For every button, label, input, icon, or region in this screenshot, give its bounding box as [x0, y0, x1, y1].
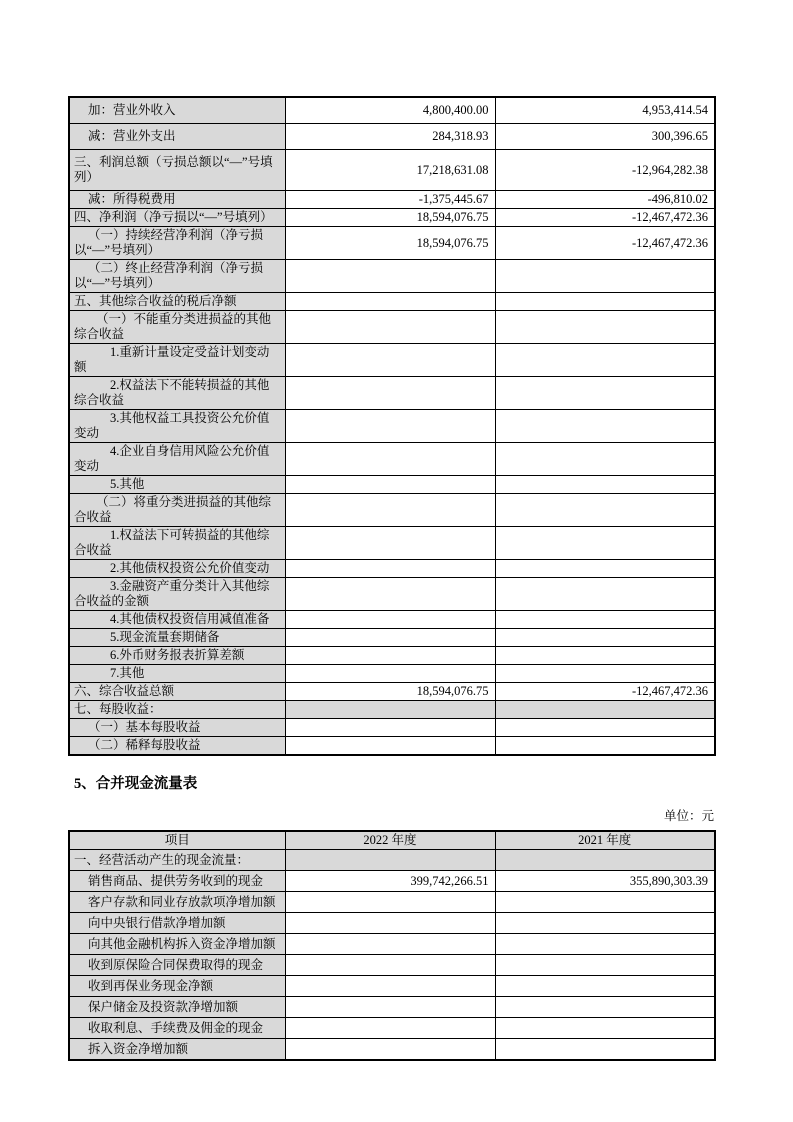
table-row [69, 850, 715, 871]
value-2021 [495, 1018, 715, 1039]
value-2022: 4,800,400.00 [285, 97, 495, 124]
item-label: （一）基本每股收益 [69, 719, 285, 737]
header-year-2022: 2022 年度 [285, 831, 495, 850]
value-2022: 17,218,631.08 [285, 150, 495, 191]
value-2022: 18,594,076.75 [285, 209, 495, 227]
value-2022 [285, 1018, 495, 1039]
value-2021 [495, 955, 715, 976]
value-2022 [285, 410, 495, 443]
value-2022 [285, 1039, 495, 1061]
header-year-2021: 2021 年度 [495, 831, 715, 850]
table-row [69, 871, 715, 892]
table-row [69, 913, 715, 934]
value-2021: -12,467,472.36 [495, 209, 715, 227]
value-2021 [495, 527, 715, 560]
value-2022: 284,318.93 [285, 124, 495, 150]
value-2021 [495, 719, 715, 737]
item-label: 四、净利润（净亏损以“—”号填列） [69, 209, 285, 227]
value-2022 [285, 260, 495, 293]
value-2021 [495, 293, 715, 311]
table-row [69, 1018, 715, 1039]
income-statement-table [68, 96, 716, 756]
item-label: 2.其他债权投资公允价值变动 [69, 560, 285, 578]
table-row [69, 737, 715, 756]
header-row [69, 831, 715, 850]
value-2022 [285, 443, 495, 476]
item-label: 向中央银行借款净增加额 [69, 913, 285, 934]
item-label: 1.权益法下可转损益的其他综合收益 [69, 527, 285, 560]
table-row [69, 683, 715, 701]
value-2022 [285, 611, 495, 629]
value-2022 [285, 377, 495, 410]
table-row [69, 997, 715, 1018]
value-2022 [285, 311, 495, 344]
table-row [69, 955, 715, 976]
value-2021 [495, 476, 715, 494]
value-2021 [495, 560, 715, 578]
item-label: 客户存款和同业存放款项净增加额 [69, 892, 285, 913]
item-label: 一、经营活动产生的现金流量： [69, 850, 285, 871]
value-2022 [285, 719, 495, 737]
value-2021 [495, 1039, 715, 1061]
table-row [69, 976, 715, 997]
value-2022 [285, 997, 495, 1018]
table-row [69, 494, 715, 527]
item-label: 三、利润总额（亏损总额以“—”号填列） [69, 150, 285, 191]
item-label: （二）稀释每股收益 [69, 737, 285, 756]
value-2021 [495, 311, 715, 344]
value-2021 [495, 377, 715, 410]
value-2022 [285, 578, 495, 611]
item-label: 减：所得税费用 [69, 191, 285, 209]
item-label: （二）终止经营净利润（净亏损以“—”号填列） [69, 260, 285, 293]
table-row [69, 476, 715, 494]
value-2021 [495, 410, 715, 443]
value-2021 [495, 892, 715, 913]
item-label: 五、其他综合收益的税后净额 [69, 293, 285, 311]
value-2021: 300,396.65 [495, 124, 715, 150]
value-2021 [495, 629, 715, 647]
value-2022 [285, 665, 495, 683]
item-label: 向其他金融机构拆入资金净增加额 [69, 934, 285, 955]
table-row [69, 344, 715, 377]
value-2021 [495, 997, 715, 1018]
table-row [69, 1039, 715, 1061]
value-2021: 355,890,303.39 [495, 871, 715, 892]
item-label: （二）将重分类进损益的其他综合收益 [69, 494, 285, 527]
value-2021 [495, 737, 715, 756]
item-label: 收到再保业务现金净额 [69, 976, 285, 997]
table-row [69, 527, 715, 560]
value-2022: 18,594,076.75 [285, 227, 495, 260]
value-2021 [495, 494, 715, 527]
cash-flow-table [68, 830, 716, 1061]
item-label: 6.外币财务报表折算差额 [69, 647, 285, 665]
section-heading: 5、合并现金流量表 [74, 776, 198, 792]
value-2022: 18,594,076.75 [285, 683, 495, 701]
value-2022 [285, 527, 495, 560]
value-2022 [285, 913, 495, 934]
table-row [69, 647, 715, 665]
table-row [69, 97, 715, 124]
item-label: 收取利息、手续费及佣金的现金 [69, 1018, 285, 1039]
item-label: 加：营业外收入 [69, 97, 285, 124]
value-2021: 4,953,414.54 [495, 97, 715, 124]
header-item: 项目 [69, 831, 285, 850]
value-2022 [285, 560, 495, 578]
value-2022 [285, 647, 495, 665]
item-label: 4.其他债权投资信用减值准备 [69, 611, 285, 629]
value-2021: -496,810.02 [495, 191, 715, 209]
value-2022 [285, 293, 495, 311]
value-2022 [285, 476, 495, 494]
item-label: 5.其他 [69, 476, 285, 494]
table-row [69, 124, 715, 150]
table-row [69, 260, 715, 293]
item-label: 2.权益法下不能转损益的其他综合收益 [69, 377, 285, 410]
value-2021: -12,964,282.38 [495, 150, 715, 191]
value-2021 [495, 850, 715, 871]
item-label: 减：营业外支出 [69, 124, 285, 150]
table-row [69, 719, 715, 737]
value-2022: 399,742,266.51 [285, 871, 495, 892]
value-2022 [285, 629, 495, 647]
value-2022: -1,375,445.67 [285, 191, 495, 209]
value-2022 [285, 701, 495, 719]
value-2021 [495, 443, 715, 476]
table-row [69, 443, 715, 476]
table-row [69, 665, 715, 683]
item-label: 4.企业自身信用风险公允价值变动 [69, 443, 285, 476]
value-2021 [495, 647, 715, 665]
item-label: 5.现金流量套期储备 [69, 629, 285, 647]
value-2022 [285, 955, 495, 976]
value-2021 [495, 913, 715, 934]
value-2021: -12,467,472.36 [495, 683, 715, 701]
item-label: 7.其他 [69, 665, 285, 683]
table-row [69, 311, 715, 344]
value-2022 [285, 344, 495, 377]
value-2022 [285, 737, 495, 756]
table-row [69, 560, 715, 578]
item-label: （一）持续经营净利润（净亏损以“—”号填列） [69, 227, 285, 260]
value-2022 [285, 494, 495, 527]
table-row [69, 578, 715, 611]
table-row [69, 377, 715, 410]
table-row [69, 191, 715, 209]
table-row [69, 892, 715, 913]
value-2021 [495, 344, 715, 377]
value-2022 [285, 934, 495, 955]
value-2022 [285, 976, 495, 997]
table-row [69, 629, 715, 647]
value-2021 [495, 934, 715, 955]
item-label: 销售商品、提供劳务收到的现金 [69, 871, 285, 892]
value-2021 [495, 260, 715, 293]
value-2021 [495, 976, 715, 997]
item-label: 收到原保险合同保费取得的现金 [69, 955, 285, 976]
item-label: （一）不能重分类进损益的其他综合收益 [69, 311, 285, 344]
value-2021 [495, 578, 715, 611]
table-row [69, 293, 715, 311]
item-label: 3.其他权益工具投资公允价值变动 [69, 410, 285, 443]
table-row [69, 209, 715, 227]
unit-label: 单位：元 [663, 809, 714, 823]
item-label: 七、每股收益： [69, 701, 285, 719]
page [68, 96, 714, 1061]
value-2022 [285, 850, 495, 871]
table-row [69, 611, 715, 629]
value-2021 [495, 665, 715, 683]
value-2021 [495, 701, 715, 719]
table-row [69, 701, 715, 719]
value-2021: -12,467,472.36 [495, 227, 715, 260]
table-row [69, 410, 715, 443]
table-row [69, 227, 715, 260]
table-row [69, 934, 715, 955]
item-label: 六、综合收益总额 [69, 683, 285, 701]
item-label: 拆入资金净增加额 [69, 1039, 285, 1061]
item-label: 3.金融资产重分类计入其他综合收益的金额 [69, 578, 285, 611]
value-2021 [495, 611, 715, 629]
item-label: 保户储金及投资款净增加额 [69, 997, 285, 1018]
item-label: 1.重新计量设定受益计划变动额 [69, 344, 285, 377]
value-2022 [285, 892, 495, 913]
table-row [69, 150, 715, 191]
